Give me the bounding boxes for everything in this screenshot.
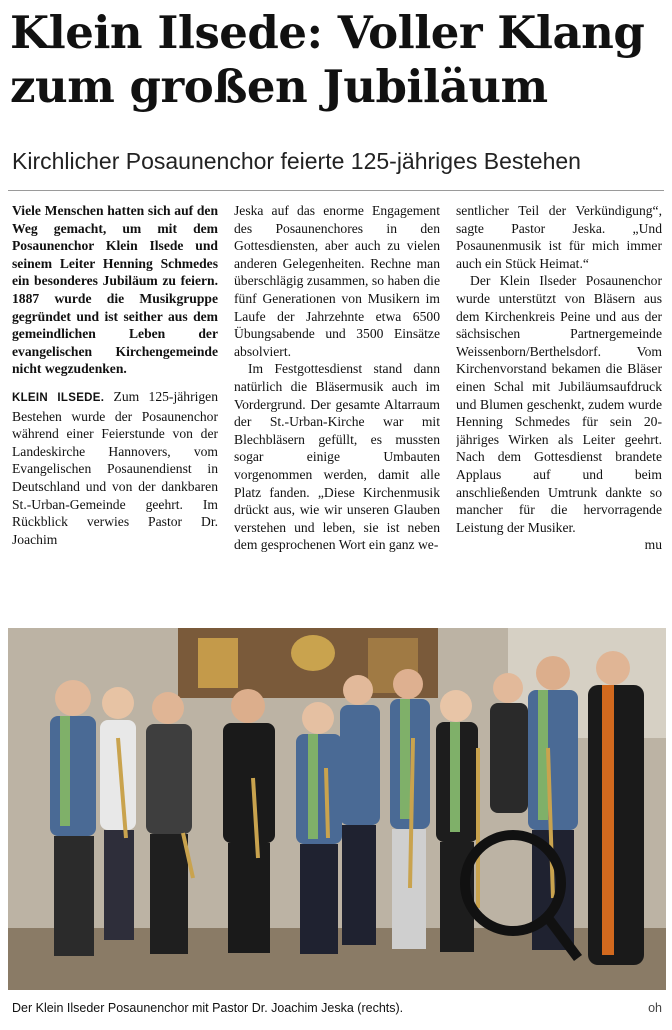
body-paragraph-1-text: Zum 125-jährigen Bestehen wurde der Posaunenchor während einer Feierstunde von der Landeskirche Hannovers, vom Evangelischen Posaunendienst in Deutschland und von der dankbaren St.-Urban-Gemeinde geehrt. Im Rückblick verwies Pastor Dr. Joachim [12,388,218,547]
lead-paragraph: Viele Menschen hatten sich auf den Weg gemacht, um mit dem Posaunenchor Klein Ilsede und seinem Leiter Henning Schmedes ein besonderes Jubiläum zu feiern. 1887 wurde die Musikgruppe gegründet und ist seither aus dem gemeindlichen Leben der evangelischen Kirchengemeinde nicht wegzudenken. [12,203,218,377]
headline-line-2: zum großen Jubiläum [10,60,548,113]
headline [10,6,660,114]
body-paragraph-2-continued: sentlicher Teil der Verkündigung“, sagte Pastor Jeska. „Und Posaunenmusik ist für mich immer auch ein Stück Heimat.“ [456,203,662,271]
column-2 [234,202,440,630]
top-divider [8,190,664,191]
column-1 [12,202,218,630]
photo-credit: oh [648,1001,662,1015]
group-photo-illustration [8,628,666,990]
body-paragraph-3: Der Klein Ilseder Posaunenchor wurde unterstützt von Bläsern aus dem Kirchenkreis Peine und aus der sächsischen Partnergemeinde Weissenborn/Berthelsdorf. Vom Kirchenvorstand bekamen die Bläser einen Schal mit Jubiläumsaufdruck und Blumen geschenkt, zudem wurde Henning Schmedes für sein 20-jähriges Wirken als Leiter geehrt. Nach dem Gottesdienst brandete Applaus auf und beim anschließenden Umtrunk dankte so mancher für die hervorragende Leistung der Musiker. [456,273,662,535]
column-3 [456,202,662,630]
headline-line-1: Klein Ilsede: Voller Klang [10,6,645,59]
author-signature: mu [644,537,662,553]
photo-caption: Der Klein Ilseder Posaunenchor mit Pastor Dr. Joachim Jeska (rechts). [12,1001,404,1015]
group-photo [8,628,666,990]
body-paragraph-1 [12,388,218,548]
subheadline: Kirchlicher Posaunenchor feierte 125-jähriges Bestehen [12,148,581,174]
body-paragraph-1-continued: Jeska auf das enorme Engagement des Posaunenchores in den Gottesdiensten, aber auch zu vielen anderen Gelegenheiten. Rechne man überschlägig zusammen, so haben die fünf Generationen von Musikern im Laufe der Jahrzehnte etwa 6500 Übungsabende und 3500 Einsätze absolviert. [234,203,440,359]
dateline: KLEIN ILSEDE. [12,391,105,404]
body-paragraph-2: Im Festgottesdienst stand dann natürlich die Bläsermusik auch im Vordergrund. Der gesamte Altarraum der St.-Urban-Kirche war mit Blechbläsern gefüllt, es mussten sogar einige Umbauten vorgenommen werden, damit alle Platz fanden. „Diese Kirchenmusik drückt aus, wie wir unseren Glauben verstehen und leben, sie ist neben dem gesprochenen Wort ein ganz we- [234,361,440,553]
